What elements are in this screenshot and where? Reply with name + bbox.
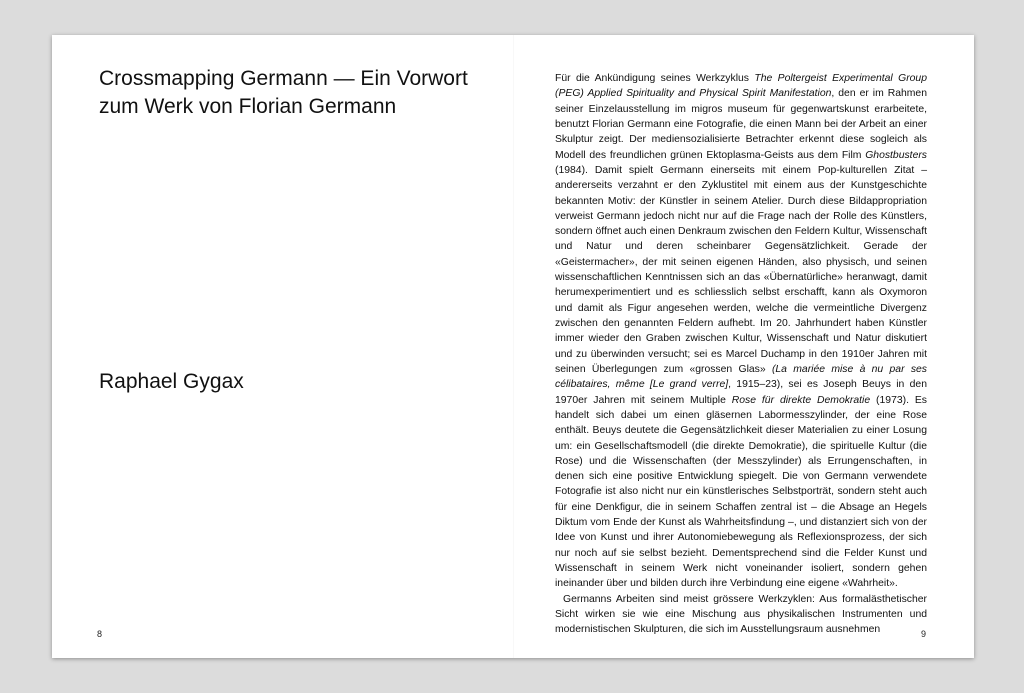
author-name: Raphael Gygax [99, 370, 244, 393]
page-number-right: 9 [921, 629, 927, 639]
italic-work-title: The Poltergeist Experimental Group (PEG) Applied Spirituality and Physical Spirit Manifestation [555, 73, 927, 100]
italic-multiple-title: Rose für direkte Demokratie [731, 394, 871, 406]
italic-film-title: Ghostbusters [865, 149, 927, 161]
page-title [99, 65, 499, 121]
text-run: , 1915–23), sei es Joseph Beuys in den 1970er Jahren mit seinem Multiple [555, 379, 927, 406]
title-line-2: zum Werk von Florian Germann [99, 95, 397, 118]
body-text [555, 71, 927, 638]
text-run: , den er im Rahmen seiner Einzelausstellung im migros museum für gegenwartskunst erarbeitete, benutzt Florian Germann eine Fotografie, die einen Mann bei der Arbeit an einer Skulptur zeigt. Der mediensozialisierte Betrachter erkennt diese sogleich als Modell des freundlichen grünen Ektoplasma-Geists aus dem Film [555, 88, 927, 161]
title-line-1: Crossmapping Germann — Ein Vorwort [99, 67, 468, 90]
text-run: (1973). Es handelt sich dabei um einen gläsernen Labormesszylinder, der eine Rose enthält. Beuys deutete die Gegensätzlichkeit dieser Materialien zu einer Losung um: ein Gesellschaftsmodell (die direkte Demokratie), die spirituelle Kultur (die Rose) und die Wissenschaften (der Messzylinder) als Errungenschaften, in denen sich eine positive Entwicklung spiegelt. Die von Germann verwendete Fotografie ist also nicht nur ein künstlerisches Selbstporträt, sondern steht auch für eine Denkfigur, die in seinem Schaffen zentral ist – die Absage an Hegels Diktum vom Ende der Kunst als Wahrheitsfindung –, und distanziert sich von der Idee von Kunst und ihrer Autonomiebewegung als Reflexionsprozess, der sich nur noch auf sie selbst bezieht. Dementsprechend sind die Felder Kunst und Wissenschaft in seinem Werk nicht voneinander isoliert, sondern gehen ineinander über und bilden durch ihre Verbindung eine eigene «Wahrheit». [555, 394, 927, 590]
book-spread [52, 35, 974, 658]
text-run: Für die Ankündigung seines Werkzyklus [555, 73, 755, 84]
book-gutter [513, 35, 514, 658]
page-number-left: 8 [97, 629, 103, 639]
italic-artwork-title: (La mariée mise à nu par ses célibataires, même [Le grand verre] [555, 363, 927, 391]
text-run: (1984). Damit spielt Germann einerseits mit einem Pop-kulturellen Zitat – andererseits verzahnt er den Zyklustitel mit einem aus der Kunstgeschichte bekannten Motiv: der Künstler in seinem Atelier. Durch diese Bildappropriation verweist Germann jedoch nicht nur auf die Frage nach der Rolle des Künstlers, sondern öffnet auch einen Denkraum zwischen den Feldern Kultur, Wissenschaft und Natur und deren scheinbarer Gegensätzlichkeit. Gerade der «Geistermacher», der mit seinen eigenen Händen, also physisch, und seinen wissenschaftlichen Kenntnissen sich an das «Übernatürliche» heranwagt, damit herumexperimentiert und es schliesslich selbst erschafft, kann als Oxymoron und damit als Figur angesehen werden, welche die vermeintliche Divergenz zwischen den genannten Feldern aufhebt. Im 20. Jahrhundert haben Künstler immer wieder den Graben zwischen Kultur, Wissenschaft und Natur diskutiert und zu überwinden versucht; sei es Marcel Duchamp in den 1910er Jahren mit seinen Überlegungen zum «grossen Glas» [555, 164, 927, 375]
paragraph-1 [555, 71, 927, 592]
paragraph-2: Germanns Arbeiten sind meist grössere Werkzyklen: Aus formalästhetischer Sicht wirken sie wie eine Mischung aus physikalischen Instrumenten und modernistischen Skulpturen, die sich im Ausstellungsraum ausnehmen [555, 593, 927, 636]
